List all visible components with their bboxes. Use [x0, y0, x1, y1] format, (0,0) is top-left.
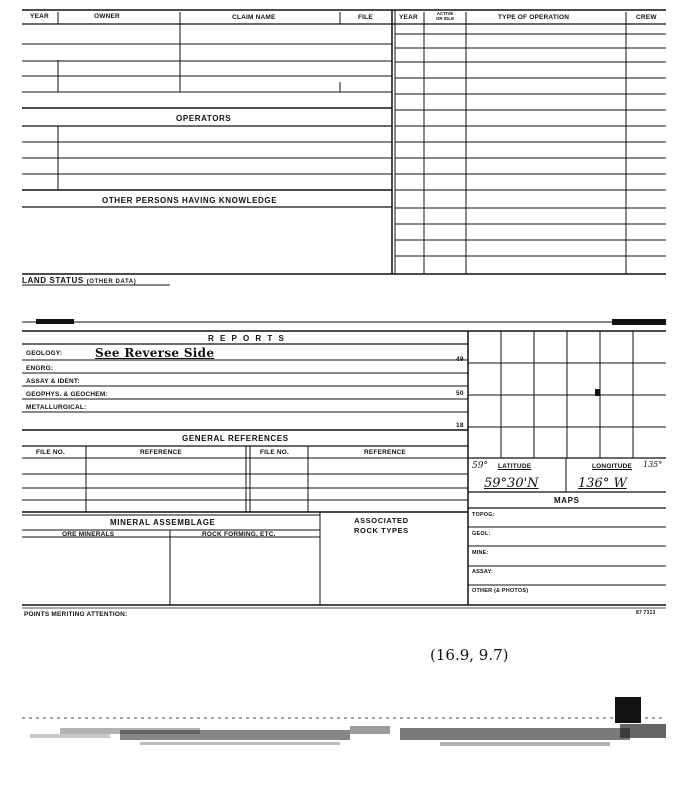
gr-col-file-no: FILE NO. [36, 449, 66, 456]
land-status-sub: (OTHER DATA) [86, 279, 137, 285]
header-type-of-operation: TYPE OF OPERATION [498, 14, 570, 21]
land-status-main: LAND STATUS [22, 276, 84, 285]
maps-title: MAPS [554, 496, 580, 505]
report-assay-code: 50 [456, 390, 464, 397]
associated-rock-types: ASSOCIATED ROCK TYPES [354, 516, 409, 535]
header-year-2: YEAR [399, 14, 418, 21]
report-engrg-label: ENGRG: [26, 365, 54, 372]
longitude-value: 136° W [578, 476, 627, 491]
latitude-label: LATITUDE [498, 463, 532, 470]
latitude-prefix: 59° [472, 461, 488, 471]
ore-minerals-label: ORE MINERALS [62, 531, 115, 538]
header-file: FILE [358, 14, 373, 21]
report-geology-code: 49 [456, 356, 464, 363]
gr-col-reference-2: REFERENCE [364, 449, 406, 456]
gr-col-reference: REFERENCE [140, 449, 182, 456]
header-active-or-idle: ACTIVE OR IDLE [435, 11, 455, 21]
coords-annotation: (16.9, 9.7) [430, 646, 509, 664]
rock-forming-label: ROCK FORMING, ETC. [202, 531, 276, 538]
other-persons-title: OTHER PERSONS HAVING KNOWLEDGE [102, 196, 278, 205]
longitude-suffix: 135° [643, 460, 663, 469]
header-owner: OWNER [94, 13, 120, 20]
mineral-assemblage-title: MINERAL ASSEMBLAGE [110, 518, 216, 527]
report-geophys-label: GEOPHYS. & GEOCHEM: [26, 391, 108, 398]
general-references-title: GENERAL REFERENCES [182, 434, 289, 443]
maps-assay: ASSAY: [472, 569, 494, 575]
land-status-label [22, 276, 136, 285]
maps-geol: GEOL: [472, 531, 491, 537]
operators-title: OPERATORS [176, 114, 232, 123]
header-year: YEAR [30, 13, 49, 20]
form-code: 87 7313 [636, 610, 656, 616]
header-claim-name: CLAIM NAME [232, 14, 276, 21]
maps-other: OTHER (& PHOTOS) [472, 588, 529, 594]
latitude-value: 59°30'N [484, 476, 539, 491]
maps-mine: MINE: [472, 550, 489, 556]
maps-topog: TOPOG: [472, 512, 495, 518]
geology-entry: See Reverse Side [95, 346, 215, 360]
report-assay-label: ASSAY & IDENT: [26, 378, 80, 385]
longitude-label: LONGITUDE [592, 463, 633, 470]
reports-title: R E P O R T S [208, 334, 286, 343]
gr-col-file-no-2: FILE NO. [260, 449, 290, 456]
report-metallurgical-label: METALLURGICAL: [26, 404, 87, 411]
report-geology-label: GEOLOGY: [26, 350, 63, 357]
report-metallurgical-code: 18 [456, 422, 464, 429]
points-meriting-attention: POINTS MERITING ATTENTION: [24, 611, 128, 618]
header-crew: CREW [636, 14, 657, 21]
